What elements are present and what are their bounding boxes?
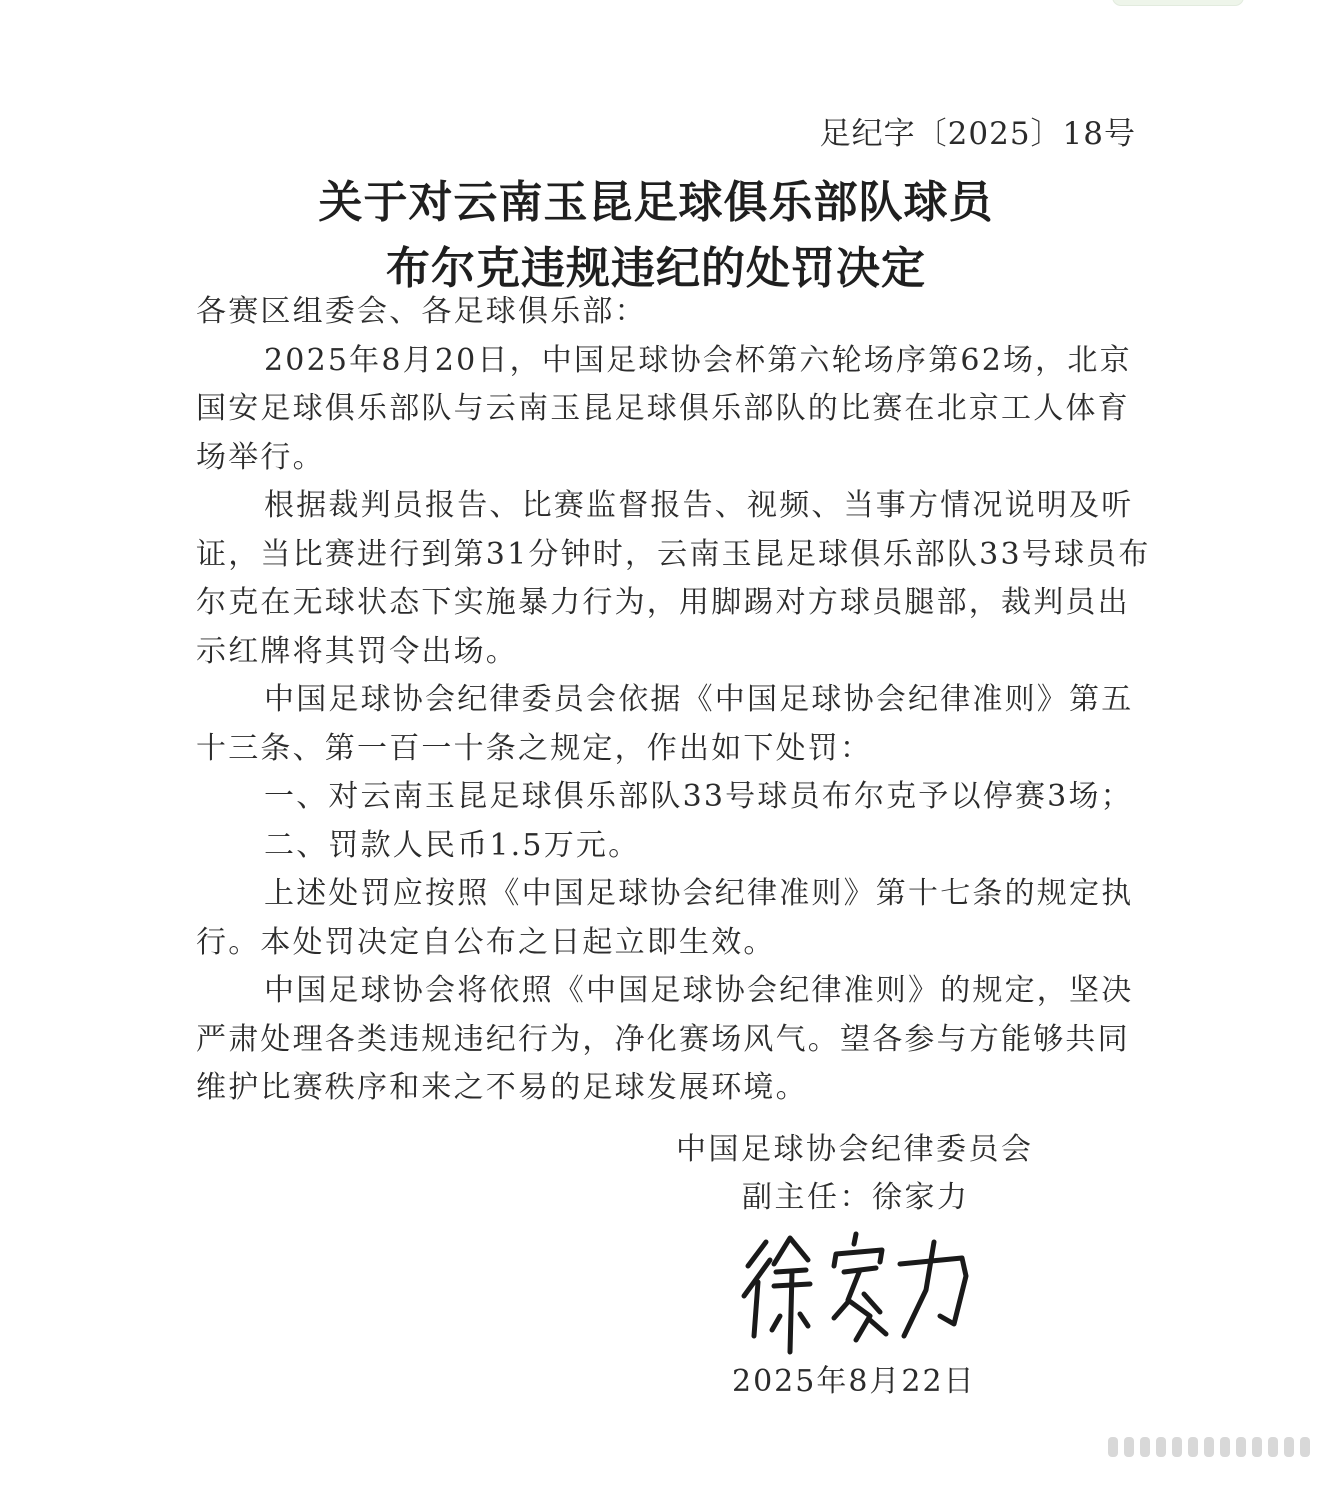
- paragraph-1: 2025年8月20日，中国足球协会杯第六轮场序第62场，北京国安足球俱乐部队与云南玉昆足球俱乐部队的比赛在北京工人体育场举行。: [196, 342, 1132, 475]
- document-title-line1: 关于对云南玉昆足球俱乐部队球员: [318, 177, 994, 228]
- document-number: 足纪字〔2025〕18号: [819, 116, 1136, 152]
- penalty-item-2: 二、罚款人民币1.5万元。: [264, 827, 641, 863]
- issuer-name: 中国足球协会纪律委员会: [676, 1132, 1034, 1167]
- signatory-line: 副主任：徐家力: [742, 1180, 970, 1215]
- paragraph-closing: 中国足球协会将依照《中国足球协会纪律准则》的规定，坚决严肃处理各类违规违纪行为，净化赛场风气。望各参与方能够共同维护比赛秩序和来之不易的足球发展环境。: [196, 973, 1134, 1105]
- dots-watermark-icon: [1108, 1437, 1310, 1457]
- document-date: 2025年8月22日: [732, 1364, 976, 1399]
- paragraph-3: 中国足球协会纪律委员会依据《中国足球协会纪律准则》第五十三条、第一百一十条之规定，作出如下处罚：: [196, 682, 1134, 766]
- document-title-line2: 布尔克违规违纪的处罚决定: [386, 243, 926, 294]
- handwritten-signature: [730, 1220, 990, 1360]
- penalty-item-1: 一、对云南玉昆足球俱乐部队33号球员布尔克予以停赛3场；: [264, 779, 1133, 814]
- document-body: [196, 288, 1156, 1113]
- paragraph-execution: 上述处罚应按照《中国足球协会纪律准则》第十七条的规定执行。本处罚决定自公布之日起立即生效。: [196, 876, 1134, 960]
- salutation: 各赛区组委会、各足球俱乐部：: [196, 294, 647, 329]
- paragraph-2: 根据裁判员报告、比赛监督报告、视频、当事方情况说明及听证，当比赛进行到第31分钟时，云南玉昆足球俱乐部队33号球员布尔克在无球状态下实施暴力行为，用脚踢对方球员腿部，裁判员出示红牌将其罚令出场。: [196, 488, 1151, 669]
